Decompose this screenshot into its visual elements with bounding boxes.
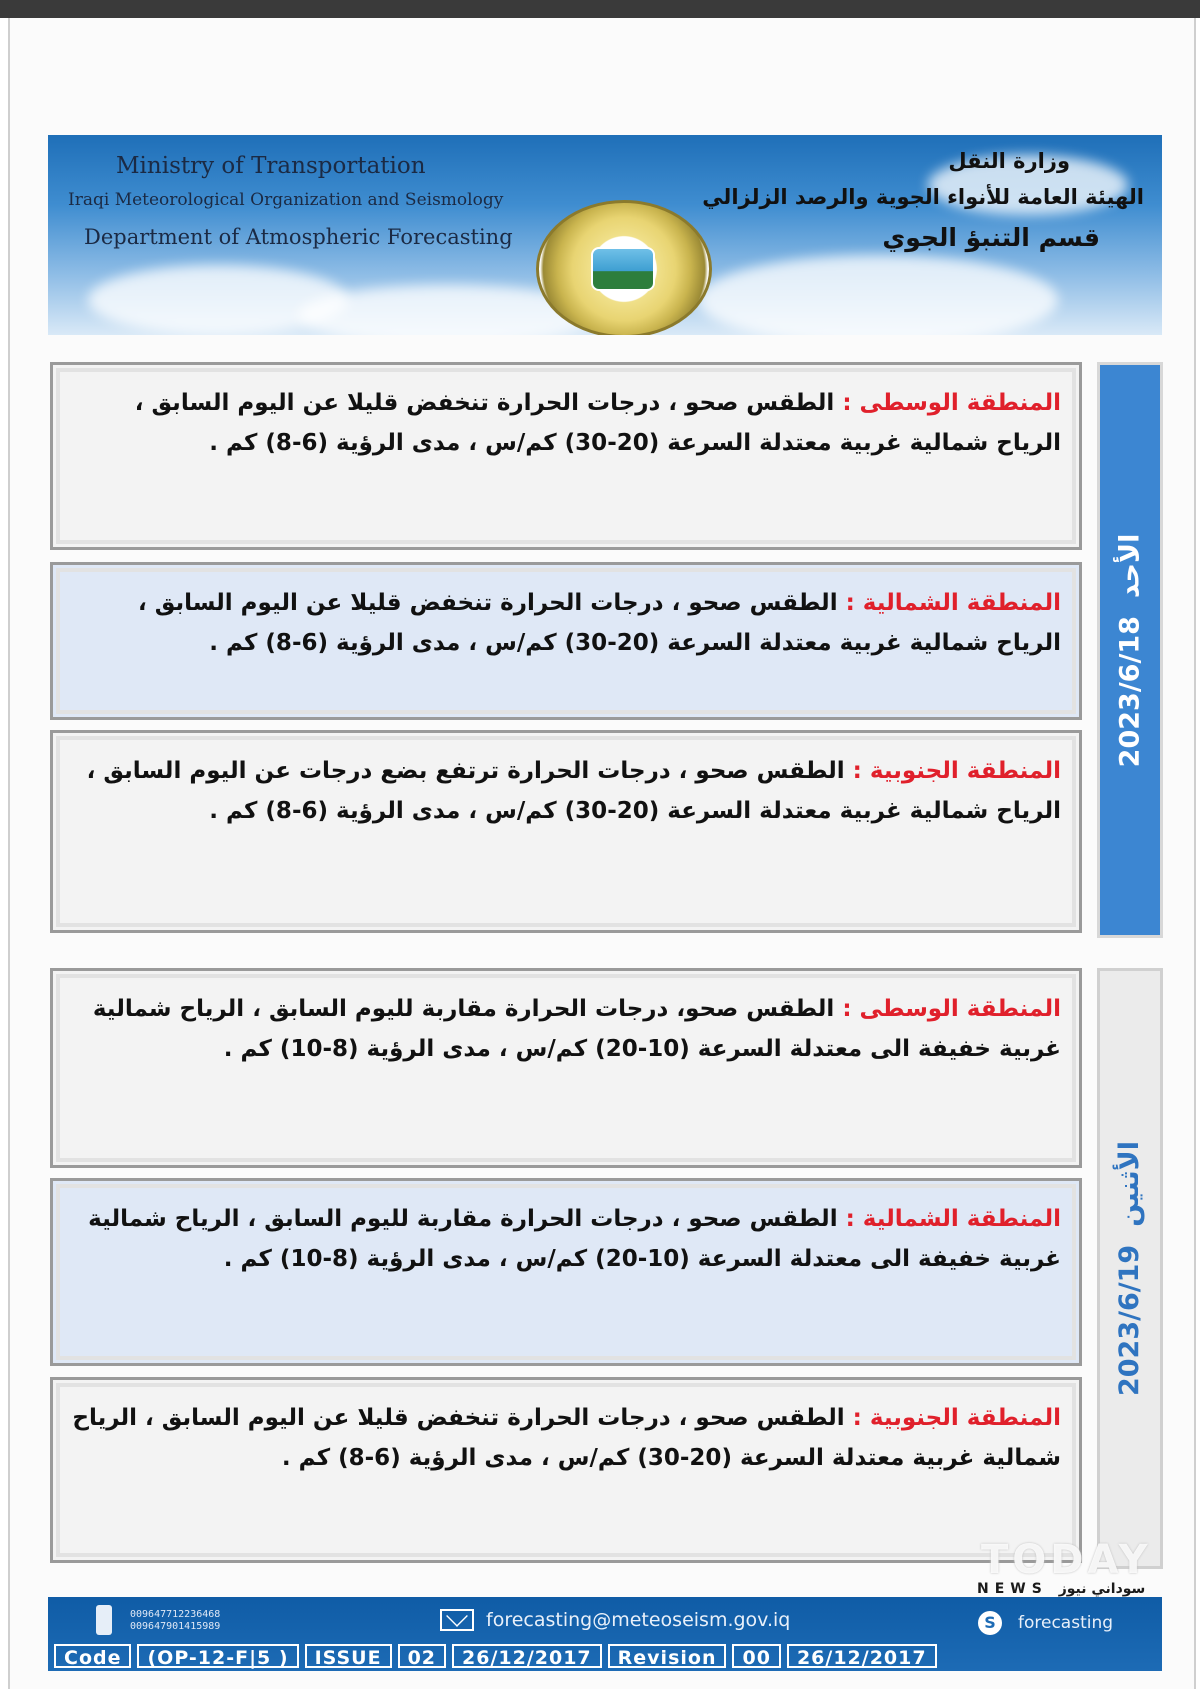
region-name: المنطقة الجنوبية : <box>852 758 1061 784</box>
region-forecast: الطقس صحو ، درجات الحرارة مقاربة لليوم السابق ، الرياح شمالية غربية خفيفة الى معتدلة السرعة (10-20) كم/س ، مدى الرؤية (8-10) كم . <box>88 1206 1061 1272</box>
watermark-brand: TODAY <box>981 1537 1152 1583</box>
header-organization-en: Iraqi Meteorological Organization and Seismology <box>68 190 504 210</box>
header-organization-ar: الهيئة العامة للأنواء الجوية والرصد الزلزالي <box>702 185 1144 209</box>
forecast-text <box>71 989 1061 1069</box>
region-name: المنطقة الشمالية : <box>845 590 1061 616</box>
watermark-sub: NEWS سوداني نيوز <box>977 1581 1146 1597</box>
forecast-box-central-day2 <box>50 968 1082 1168</box>
day-date: 2023/6/18 <box>1114 615 1146 767</box>
footer-cell-code-label: Code <box>54 1644 131 1668</box>
cloud <box>698 255 1058 335</box>
day-label <box>1115 533 1146 767</box>
document-header <box>48 135 1162 335</box>
region-forecast: الطقس صحو، درجات الحرارة مقاربة لليوم السابق ، الرياح شمالية غربية خفيفة الى معتدلة السرعة (10-20) كم/س ، مدى الرؤية (8-10) كم . <box>92 996 1061 1062</box>
forecast-box-central-day1 <box>50 362 1082 550</box>
phone-icon <box>96 1605 112 1635</box>
footer-code-row <box>54 1644 937 1668</box>
footer-email: forecasting@meteoseism.gov.iq <box>486 1609 791 1631</box>
region-forecast: الطقس صحو ، درجات الحرارة تنخفض قليلا عن اليوم السابق ، الرياح شمالية غربية معتدلة السرعة (20-30) كم/س ، مدى الرؤية (6-8) كم . <box>134 390 1061 456</box>
skype-icon: S <box>978 1611 1002 1635</box>
footer-cell-revision-date: 26/12/2017 <box>787 1644 937 1668</box>
watermark-logo <box>975 1537 1165 1597</box>
footer-cell-revision-label: Revision <box>608 1644 727 1668</box>
forecast-box-south-day2 <box>50 1377 1082 1563</box>
footer-cell-code: (OP-12-F|5 ) <box>137 1644 298 1668</box>
forecast-text <box>71 751 1061 831</box>
region-forecast: الطقس صحو ، درجات الحرارة تنخفض قليلا عن اليوم السابق ، الرياح شمالية غربية معتدلة السرعة (20-30) كم/س ، مدى الرؤية (6-8) كم . <box>137 590 1061 656</box>
region-name: المنطقة الجنوبية : <box>852 1405 1061 1431</box>
phone-number: 009647712236468 <box>130 1609 221 1620</box>
day-bar-2 <box>1097 968 1163 1569</box>
seal-emblem-icon <box>591 247 655 291</box>
region-forecast: الطقس صحو ، درجات الحرارة تنخفض قليلا عن اليوم السابق ، الرياح شمالية غربية معتدلة السرعة (20-30) كم/س ، مدى الرؤية (6-8) كم . <box>72 1405 1061 1471</box>
phone-number: 009647901415989 <box>130 1621 221 1632</box>
day-bar-1 <box>1097 362 1163 938</box>
forecast-text <box>71 583 1061 663</box>
header-department-en: Department of Atmospheric Forecasting <box>84 225 513 249</box>
forecast-text <box>71 1199 1061 1279</box>
footer-cell-issue-date: 26/12/2017 <box>452 1644 602 1668</box>
forecast-text <box>71 1398 1061 1478</box>
day-name: الأحد <box>1114 533 1146 598</box>
organization-seal-icon <box>536 200 712 335</box>
forecast-box-north-day1 <box>50 562 1082 720</box>
forecast-box-south-day1 <box>50 730 1082 933</box>
mail-icon <box>440 1609 474 1631</box>
footer-cell-issue: 02 <box>398 1644 446 1668</box>
top-dark-strip <box>0 0 1200 18</box>
forecast-box-north-day2 <box>50 1178 1082 1366</box>
header-department-ar: قسم التنبؤ الجوي <box>882 223 1100 252</box>
footer-skype: forecasting <box>1018 1613 1114 1633</box>
day-date: 2023/6/19 <box>1114 1244 1146 1397</box>
region-name: المنطقة الوسطى : <box>842 996 1061 1022</box>
region-forecast: الطقس صحو ، درجات الحرارة ترتفع بضع درجات عن اليوم السابق ، الرياح شمالية غربية معتدلة السرعة (20-30) كم/س ، مدى الرؤية (6-8) كم . <box>86 758 1061 824</box>
forecast-text <box>71 383 1061 463</box>
region-name: المنطقة الشمالية : <box>845 1206 1061 1232</box>
day-label <box>1115 1141 1146 1396</box>
header-ministry-en: Ministry of Transportation <box>116 153 426 179</box>
document-footer <box>48 1597 1162 1671</box>
footer-cell-issue-label: ISSUE <box>305 1644 392 1668</box>
footer-cell-revision: 00 <box>732 1644 780 1668</box>
header-ministry-ar: وزارة النقل <box>948 149 1070 173</box>
region-name: المنطقة الوسطى : <box>842 390 1061 416</box>
day-name: الأثنين <box>1114 1140 1146 1227</box>
footer-phones <box>130 1609 220 1633</box>
